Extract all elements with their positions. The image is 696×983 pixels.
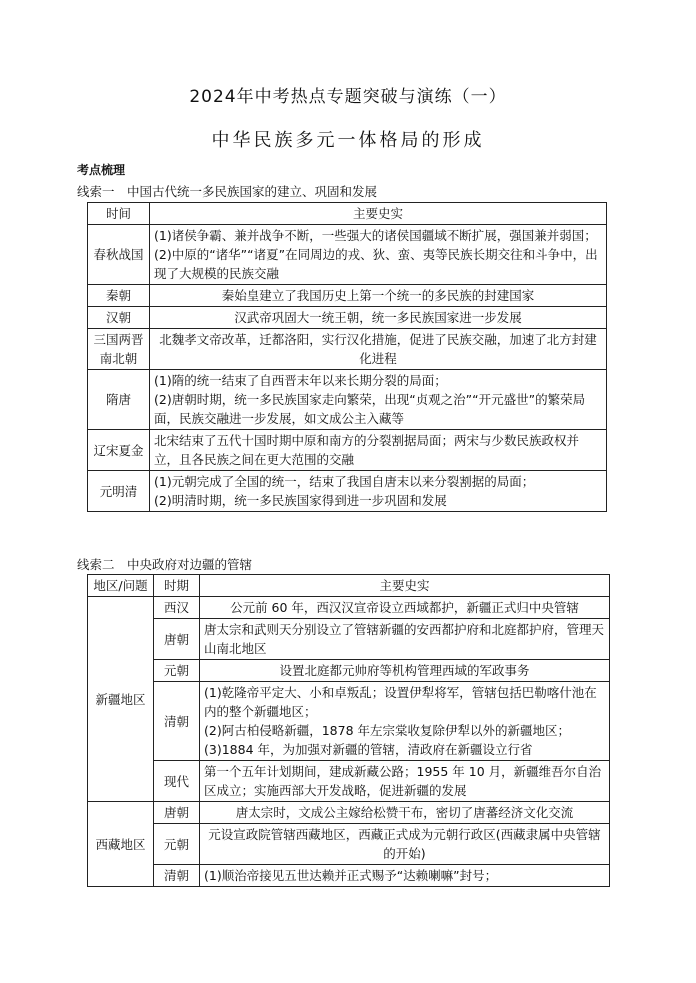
table-row: [88, 471, 607, 512]
table-row: [88, 285, 607, 307]
table-row: [88, 865, 610, 887]
events-cell: [150, 329, 607, 370]
clue1-heading: 线索一 中国古代统一多民族国家的建立、巩固和发展: [77, 184, 378, 199]
clue2-table: [87, 574, 610, 887]
table-row: [88, 225, 607, 285]
table-row: [88, 802, 610, 824]
table-header-row: [88, 575, 610, 597]
event-line: 设置北庭都元帅府等机构管理西域的军政事务: [279, 663, 530, 678]
event-line: (2)明清时期，统一多民族国家得到进一步巩固和发展: [154, 493, 447, 508]
clue1-table: [87, 202, 607, 512]
events-cell: [200, 682, 610, 761]
event-line: (2)唐朝时期，统一多民族国家走向繁荣，出现“贞观之治”“开元盛世”的繁荣局面，民族交融进一步发展，如文成公主入藏等: [154, 392, 586, 426]
period-cell: 清朝: [154, 682, 200, 761]
event-line: 北魏孝文帝改革，迁都洛阳，实行汉化措施，促进了民族交融，加速了北方封建化进程: [159, 332, 597, 366]
event-line: 第一个五年计划期间，建成新藏公路；1955 年 10 月，新疆维吾尔自治区成立；实施西部大开发战略，促进新疆的发展: [204, 764, 602, 798]
period-cell: 元朝: [154, 660, 200, 682]
period-cell: 清朝: [154, 865, 200, 887]
event-line: (1)乾隆帝平定大、小和卓叛乱；设置伊犁将军，管辖包括巴勒喀什池在内的整个新疆地区；: [204, 685, 597, 719]
time-cell: 秦朝: [88, 285, 150, 307]
event-line: 汉武帝巩固大一统王朝，统一多民族国家进一步发展: [234, 310, 522, 325]
events-cell: [200, 761, 610, 802]
table-row: [88, 761, 610, 802]
clue2-heading: 线索二 中央政府对边疆的管辖: [77, 557, 253, 572]
time-cell: 汉朝: [88, 307, 150, 329]
events-cell: [150, 370, 607, 430]
events-cell: [200, 802, 610, 824]
region-cell: 西藏地区: [88, 802, 154, 887]
table-row: [88, 597, 610, 619]
event-line: (1)隋的统一结束了自西晋末年以来长期分裂的局面；: [154, 373, 447, 388]
table-row: [88, 824, 610, 865]
table-row: [88, 619, 610, 660]
time-cell: 春秋战国: [88, 225, 150, 285]
period-cell: 唐朝: [154, 619, 200, 660]
header-events: 主要史实: [150, 203, 607, 225]
time-cell: 隋唐: [88, 370, 150, 430]
header-events: 主要史实: [200, 575, 610, 597]
events-cell: [150, 225, 607, 285]
events-cell: [200, 660, 610, 682]
header-time: 时间: [88, 203, 150, 225]
period-cell: 唐朝: [154, 802, 200, 824]
events-cell: [200, 824, 610, 865]
event-line: (1)顺治帝接见五世达赖并正式赐予“达赖喇嘛”封号；: [204, 868, 498, 883]
event-line: (3)1884 年，为加强对新疆的管辖，清政府在新疆设立行省: [204, 742, 533, 757]
events-cell: [150, 307, 607, 329]
table-row: [88, 329, 607, 370]
event-line: (1)诸侯争霸、兼并战争不断，一些强大的诸侯国疆域不断扩展，强国兼并弱国；: [154, 228, 597, 243]
period-cell: 元朝: [154, 824, 200, 865]
event-line: 公元前 60 年，西汉汉宣帝设立西域都护，新疆正式归中央管辖: [230, 600, 579, 615]
region-cell: 新疆地区: [88, 597, 154, 802]
table-header-row: [88, 203, 607, 225]
event-line: 元设宣政院管辖西藏地区，西藏正式成为元朝行政区(西藏隶属中央管辖的开始): [208, 827, 601, 861]
events-cell: [150, 471, 607, 512]
events-cell: [200, 597, 610, 619]
document-title: 2024年中考热点专题突破与演练（一）: [189, 87, 507, 107]
events-cell: [150, 285, 607, 307]
table-row: [88, 660, 610, 682]
time-cell: 三国两晋南北朝: [88, 329, 150, 370]
time-cell: 元明清: [88, 471, 150, 512]
event-line: (2)阿古柏侵略新疆，1878 年左宗棠收复除伊犁以外的新疆地区；: [204, 723, 570, 738]
time-cell: 辽宋夏金: [88, 430, 150, 471]
event-line: 唐太宗和武则天分别设立了管辖新疆的安西都护府和北庭都护府，管理天山南北地区: [204, 622, 605, 656]
event-line: (1)元朝完成了全国的统一，结束了我国自唐末以来分裂割据的局面；: [154, 474, 535, 489]
event-line: 北宋结束了五代十国时期中原和南方的分裂割据局面；两宋与少数民族政权并立，且各民族之间在更大范围的交融: [154, 433, 580, 467]
header-period: 时期: [154, 575, 200, 597]
events-cell: [200, 865, 610, 887]
events-cell: [200, 619, 610, 660]
table-row: [88, 307, 607, 329]
event-line: 唐太宗时，文成公主嫁给松赞干布，密切了唐蕃经济文化交流: [235, 805, 574, 820]
header-region: 地区/问题: [88, 575, 154, 597]
table-row: [88, 430, 607, 471]
section-heading: 考点梳理: [77, 163, 126, 177]
event-line: 秦始皇建立了我国历史上第一个统一的多民族的封建国家: [221, 288, 535, 303]
table-row: [88, 682, 610, 761]
document-subtitle: 中华民族多元一体格局的形成: [211, 130, 485, 151]
table-row: [88, 370, 607, 430]
period-cell: 现代: [154, 761, 200, 802]
events-cell: [150, 430, 607, 471]
event-line: (2)中原的“诸华”“诸夏”在同周边的戎、狄、蛮、夷等民族长期交往和斗争中，出现了大规模的民族交融: [154, 247, 598, 281]
period-cell: 西汉: [154, 597, 200, 619]
